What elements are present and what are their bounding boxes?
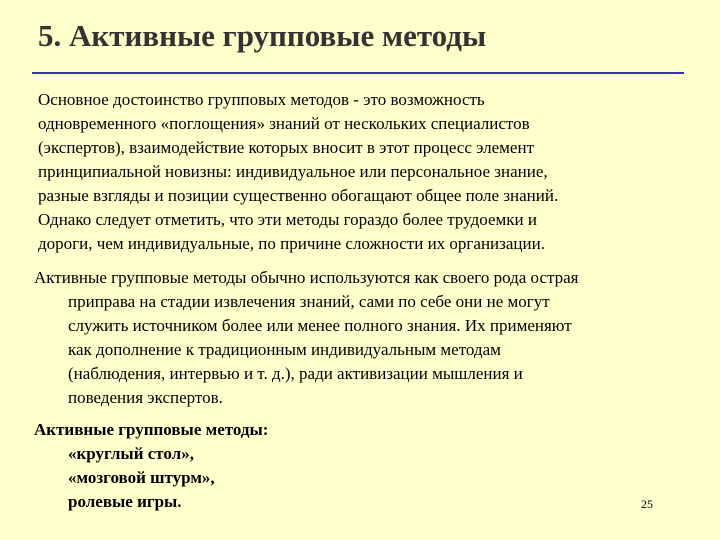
paragraph-line: служить источником более или менее полного знания. Их применяют <box>68 316 572 335</box>
list-item: «мозговой штурм», <box>68 468 215 487</box>
paragraph-line: одновременного «поглощения» знаний от нескольких специалистов <box>38 114 530 133</box>
title-divider <box>32 72 684 74</box>
list-item: «круглый стол», <box>68 444 194 463</box>
paragraph-line: поведения экспертов. <box>68 388 223 407</box>
paragraph-line: (наблюдения, интервью и т. д.), ради активизации мышления и <box>68 364 523 383</box>
page-number: 25 <box>641 497 653 511</box>
paragraph-line: принципиальной новизны: индивидуальное или персональное знание, <box>38 162 548 181</box>
slide-title: 5. Активные групповые методы <box>38 18 487 53</box>
paragraph-line: Активные групповые методы обычно используются как своего рода острая <box>34 268 579 287</box>
paragraph-line: приправа на стадии извлечения знаний, сами по себе они не могут <box>68 292 550 311</box>
paragraph-line: разные взгляды и позиции существенно обогащают общее поле знаний. <box>38 186 559 205</box>
paragraph-line: дороги, чем индивидуальные, по причине сложности их организации. <box>38 234 545 253</box>
paragraph-line: Однако следует отметить, что эти методы гораздо более трудоемки и <box>38 210 537 229</box>
methods-list <box>34 418 634 514</box>
paragraph-usage <box>34 266 694 410</box>
list-item: ролевые игры. <box>68 492 182 511</box>
paragraph-line: как дополнение к традиционным индивидуальным методам <box>68 340 501 359</box>
paragraph-line: Основное достоинство групповых методов - это возможность <box>38 90 485 109</box>
paragraph-main-advantage <box>38 88 688 256</box>
list-heading: Активные групповые методы: <box>34 420 269 439</box>
paragraph-line: (экспертов), взаимодействие которых вносит в этот процесс элемент <box>38 138 534 157</box>
